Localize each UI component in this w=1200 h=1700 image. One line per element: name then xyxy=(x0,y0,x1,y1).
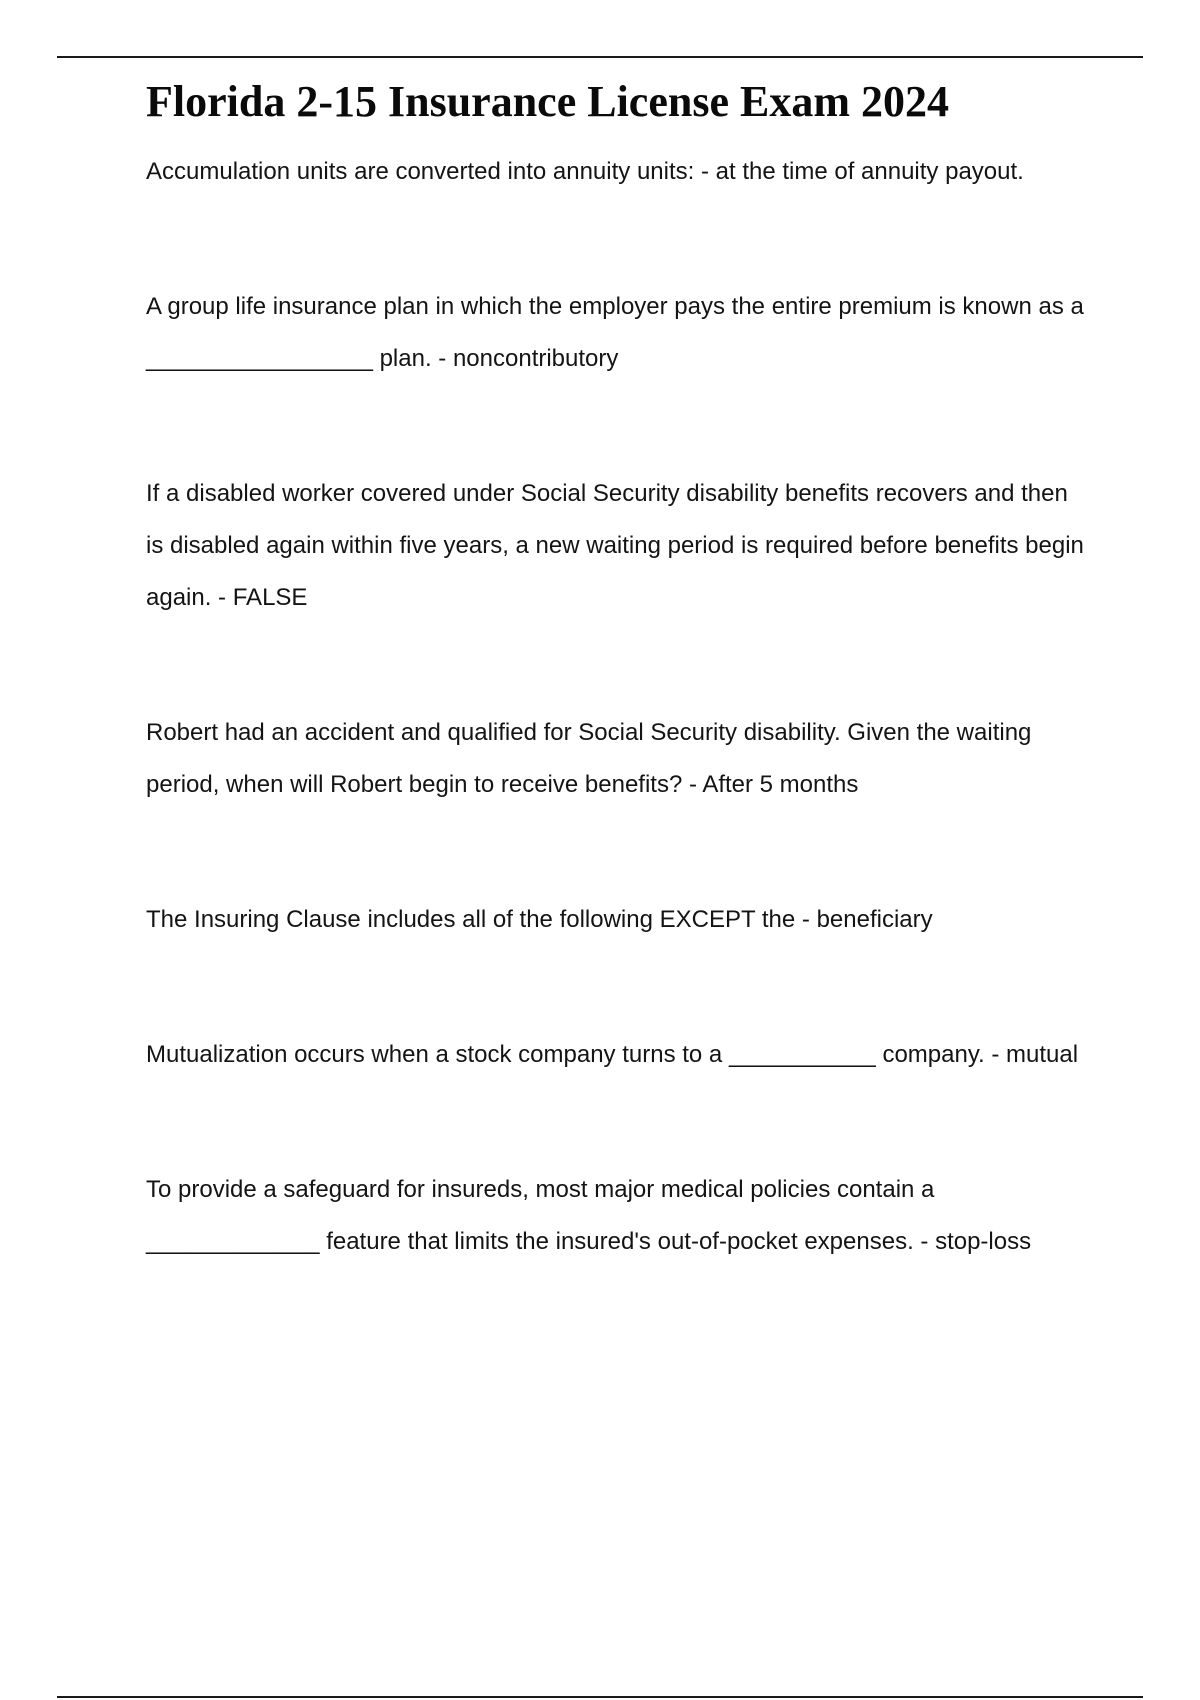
spacer xyxy=(146,946,1086,1029)
spacer xyxy=(146,811,1086,894)
qa-item-7: To provide a safeguard for insureds, most major medical policies contain a _____________ feature that limits the insured's out-of-pocket expenses. - stop-loss xyxy=(146,1176,1032,1255)
qa-item-3: If a disabled worker covered under Social Security disability benefits recovers and then is disabled again within five years, a new waiting period is required before benefits begin again. - FALSE xyxy=(146,480,1084,611)
qa-item-6: Mutualization occurs when a stock company turns to a ___________ company. - mutual xyxy=(146,1041,1079,1068)
spacer xyxy=(146,624,1086,707)
qa-item-2: A group life insurance plan in which the employer pays the entire premium is known as a _________________ plan. - noncontributory xyxy=(146,293,1084,372)
spacer xyxy=(146,385,1086,468)
qa-item-4: Robert had an accident and qualified for Social Security disability. Given the waiting period, when will Robert begin to receive benefits? - After 5 months xyxy=(146,719,1032,798)
document-title: Florida 2-15 Insurance License Exam 2024 xyxy=(146,77,949,126)
bottom-divider xyxy=(57,1696,1143,1698)
spacer xyxy=(146,198,1086,281)
qa-item-5: The Insuring Clause includes all of the following EXCEPT the - beneficiary xyxy=(146,906,933,933)
qa-item-1: Accumulation units are converted into annuity units: - at the time of annuity payout. xyxy=(146,158,1024,185)
top-divider xyxy=(57,56,1143,58)
spacer xyxy=(146,1081,1086,1164)
document-body xyxy=(146,70,1086,1268)
